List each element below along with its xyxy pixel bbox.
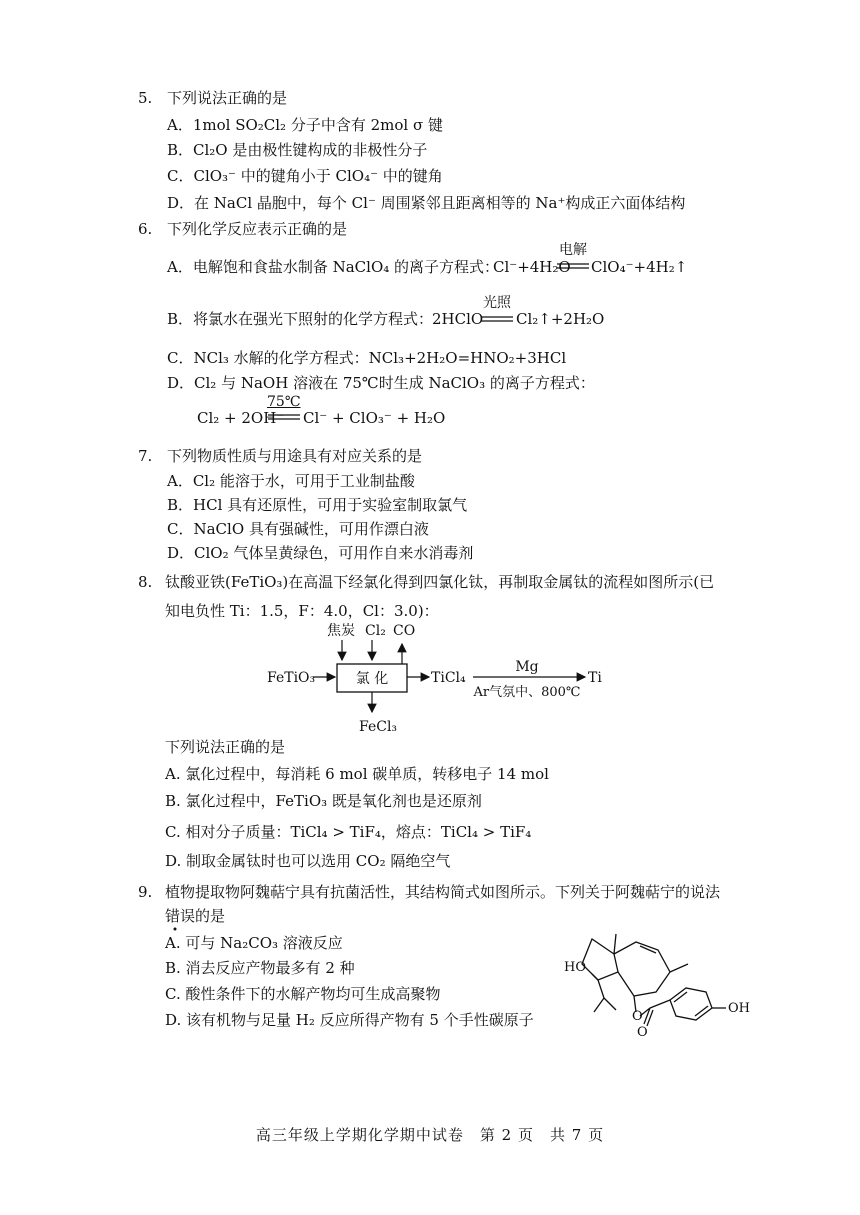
q6-option-b-condition: 光照: [483, 295, 511, 311]
flow-reagent-mg: Mg: [515, 659, 539, 675]
q6-option-d-condition: 75℃: [267, 394, 301, 410]
q6-number: 6.: [138, 220, 153, 238]
q6-option-d-right: Cl⁻ + ClO₃⁻ + H₂O: [303, 409, 446, 427]
q7-number: 7.: [138, 447, 153, 465]
q9-number: 9.: [138, 883, 153, 901]
page-footer: 高三年级上学期化学期中试卷 第 2 页 共 7 页: [255, 1126, 605, 1144]
q6-option-b-text: B．将氯水在强光下照射的化学方程式：: [167, 310, 434, 328]
structure-ho-label: HO: [564, 960, 586, 975]
q8-option-a: A. 氯化过程中，每消耗 6 mol 碳单质，转移电子 14 mol: [165, 765, 549, 783]
flow-output-co: CO: [393, 623, 416, 639]
flow-final-ti: Ti: [588, 670, 602, 686]
q6-option-a-condition: 电解: [559, 242, 587, 258]
q8-stem-line1: 钛酸亚铁(FeTiO₃)在高温下经氯化得到四氯化钛，再制取金属钛的流程如图所示(已: [165, 573, 715, 591]
equals-sign-icon: [556, 262, 590, 270]
q7-option-d: D．ClO₂ 气体呈黄绿色，可用作自来水消毒剂: [167, 544, 474, 562]
q9-option-d: D. 该有机物与足量 H₂ 反应所得产物有 5 个手性碳原子: [165, 1011, 534, 1029]
flow-byproduct-fecl3: FeCl₃: [359, 719, 398, 735]
equals-sign-icon: [267, 413, 301, 421]
q6-option-d-text: D．Cl₂ 与 NaOH 溶液在 75℃时生成 NaClO₃ 的离子方程式：: [167, 374, 595, 392]
q9-option-b: B. 消去反应产物最多有 2 种: [165, 959, 355, 977]
q5-option-c: C．ClO₃⁻ 中的键角小于 ClO₄⁻ 中的键角: [167, 167, 443, 185]
q8-option-c: C. 相对分子质量：TiCl₄ > TiF₄，熔点：TiCl₄ > TiF₄: [165, 823, 532, 841]
q9-stem-line1: 植物提取物阿魏萜宁具有抗菌活性，其结构简式如图所示。下列关于阿魏萜宁的说法: [165, 883, 721, 901]
q6-stem: 下列化学反应表示正确的是: [167, 220, 348, 238]
equals-sign-icon: [480, 315, 514, 323]
flow-box-label: 氯 化: [355, 671, 389, 687]
q6-option-b-right: Cl₂↑+2H₂O: [516, 310, 605, 328]
q6-option-b-left: 2HClO: [432, 310, 484, 328]
q7-option-b: B．HCl 具有还原性，可用于实验室制取氯气: [167, 496, 468, 514]
q9-option-c: C. 酸性条件下的水解产物均可生成高聚物: [165, 985, 441, 1003]
flow-input-fetio3: FeTiO₃: [267, 670, 316, 686]
q6-option-a-text: A．电解饱和食盐水制备 NaClO₄ 的离子方程式：: [167, 258, 500, 276]
q6-option-a-right: ClO₄⁻+4H₂↑: [591, 258, 688, 276]
q8-option-d: D. 制取金属钛时也可以选用 CO₂ 隔绝空气: [165, 852, 451, 870]
titanium-flow-diagram: [255, 618, 615, 742]
q7-stem: 下列物质性质与用途具有对应关系的是: [167, 447, 423, 465]
q9-stem-line2: 错误的是: [165, 907, 226, 925]
ferutinin-structure: [560, 912, 760, 1036]
structure-oh-label: OH: [728, 1001, 750, 1016]
q7-option-c: C．NaClO 具有强碱性，可用作漂白液: [167, 520, 429, 538]
flow-input-coke: 焦炭: [327, 623, 355, 639]
q6-option-a-left: Cl⁻+4H₂O: [493, 258, 571, 276]
q6-option-c: C．NCl₃ 水解的化学方程式：NCl₃+2H₂O=HNO₂+3HCl: [167, 349, 567, 367]
flow-product-ticl4: TiCl₄: [431, 670, 466, 686]
q8-number: 8.: [138, 573, 153, 591]
q5-option-a: A．1mol SO₂Cl₂ 分子中含有 2mol σ 键: [167, 116, 443, 134]
q5-number: 5.: [138, 89, 153, 107]
q8-sub-stem: 下列说法正确的是: [165, 738, 286, 756]
q5-stem: 下列说法正确的是: [167, 89, 288, 107]
q8-option-b: B. 氯化过程中，FeTiO₃ 既是氧化剂也是还原剂: [165, 792, 482, 810]
structure-ester-o: O: [632, 1009, 643, 1024]
structure-carbonyl-o: O: [637, 1025, 648, 1036]
flow-input-chlorine: Cl₂: [365, 623, 386, 639]
q5-option-b: B．Cl₂O 是由极性键构成的非极性分子: [167, 141, 428, 159]
q5-option-d: D．在 NaCl 晶胞中，每个 Cl⁻ 周围紧邻且距离相等的 Na⁺构成正六面体结构: [167, 194, 686, 212]
q8-stem-line2: 知电负性 Ti：1.5，F：4.0，Cl：3.0)：: [165, 602, 439, 620]
q9-option-a: A. 可与 Na₂CO₃ 溶液反应: [165, 934, 343, 952]
flow-condition: Ar气氛中、800℃: [473, 685, 581, 700]
q7-option-a: A．Cl₂ 能溶于水，可用于工业制盐酸: [167, 472, 415, 490]
q6-option-d-left: Cl₂ + 2OH⁻: [197, 409, 285, 427]
